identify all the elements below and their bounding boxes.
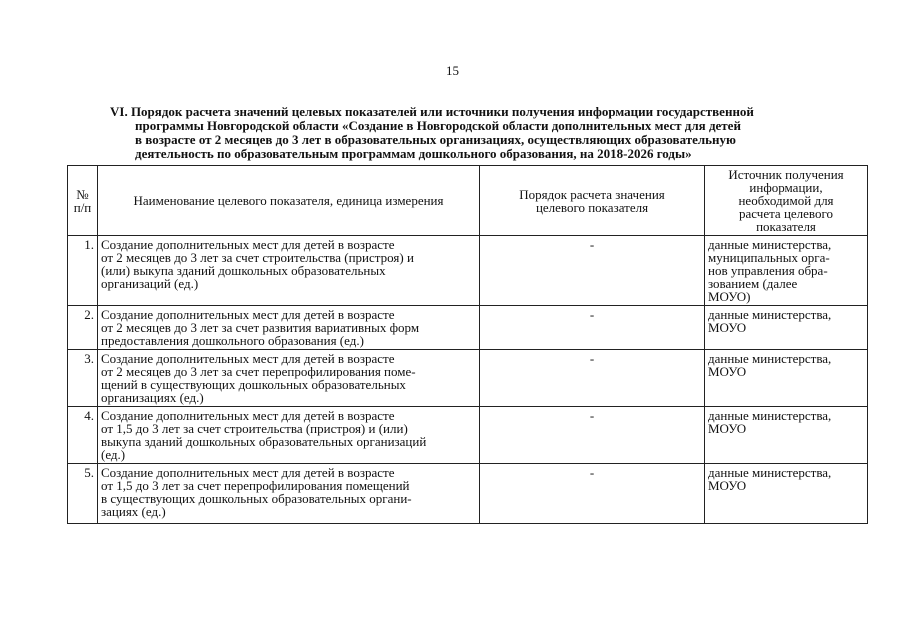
row-number: 5. <box>68 464 98 524</box>
indicator-name: Создание дополнительных мест для детей в возрасте от 1,5 до 3 лет за счет строительства (пристроя) и (или) выкупа зданий дошкольных образовательных организаций (ед.) <box>98 407 480 464</box>
header-name: Наименование целевого показателя, единица измерения <box>98 166 480 236</box>
table-row <box>68 236 868 306</box>
calculation-method: - <box>480 464 705 524</box>
calculation-method: - <box>480 407 705 464</box>
page-number: 15 <box>446 63 459 78</box>
calculation-method: - <box>480 350 705 407</box>
indicator-name: Создание дополнительных мест для детей в возрасте от 1,5 до 3 лет за счет перепрофилирования помещений в существующих дошкольных образовательных органи- зациях (ед.) <box>98 464 480 524</box>
data-source: данные министерства, МОУО <box>705 350 868 407</box>
heading-line: в возрасте от 2 месяцев до 3 лет в образовательных организациях, осуществляющих образовательную <box>135 132 736 147</box>
table-row <box>68 306 868 350</box>
header-method: Порядок расчета значения целевого показателя <box>480 166 705 236</box>
row-number: 3. <box>68 350 98 407</box>
table-row <box>68 407 868 464</box>
data-source: данные министерства, МОУО <box>705 464 868 524</box>
data-source: данные министерства, муниципальных орга- нов управления обра- зованием (далее МОУО) <box>705 236 868 306</box>
indicator-name: Создание дополнительных мест для детей в возрасте от 2 месяцев до 3 лет за счет строительства (пристроя) и (или) выкупа зданий дошкольных образовательных организаций (ед.) <box>98 236 480 306</box>
heading-line: VI. Порядок расчета значений целевых показателей или источники получения информации государственной <box>110 104 754 119</box>
header-source: Источник получения информации, необходимой для расчета целевого показателя <box>705 166 868 236</box>
table-header-row <box>68 166 868 236</box>
indicator-name: Создание дополнительных мест для детей в возрасте от 2 месяцев до 3 лет за счет перепрофилирования поме- щений в существующих дошкольных образовательных организациях (ед.) <box>98 350 480 407</box>
data-source: данные министерства, МОУО <box>705 407 868 464</box>
section-heading <box>110 105 840 161</box>
heading-line: деятельность по образовательным программам дошкольного образования, на 2018-2026 годы» <box>135 146 692 161</box>
indicators-table <box>67 165 868 524</box>
data-source: данные министерства, МОУО <box>705 306 868 350</box>
indicator-name: Создание дополнительных мест для детей в возрасте от 2 месяцев до 3 лет за счет развития вариативных форм предоставления дошкольного образования (ед.) <box>98 306 480 350</box>
header-num: № п/п <box>68 166 98 236</box>
row-number: 2. <box>68 306 98 350</box>
table-row <box>68 350 868 407</box>
table-row <box>68 464 868 524</box>
calculation-method: - <box>480 236 705 306</box>
row-number: 1. <box>68 236 98 306</box>
row-number: 4. <box>68 407 98 464</box>
calculation-method: - <box>480 306 705 350</box>
heading-line: программы Новгородской области «Создание в Новгородской области дополнительных мест для детей <box>135 118 741 133</box>
